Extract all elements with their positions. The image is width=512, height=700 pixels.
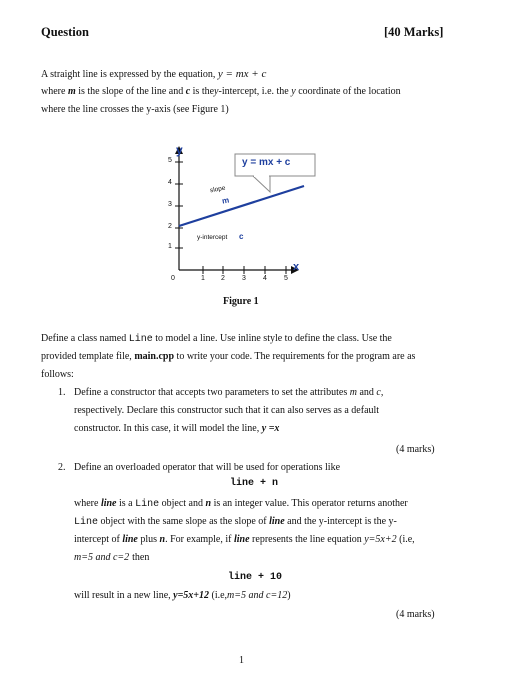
intercept-label: y-intercept	[197, 234, 228, 241]
intro-equation: y = mx + c	[217, 68, 267, 80]
item-1-line-1: Define a constructor that accepts two parameters to set the attributes m and c,	[74, 387, 384, 398]
item-1-line-3: constructor. In this case, it will model the line, y =x	[74, 423, 280, 434]
item-2-line-5: m=5 and c=2 then	[74, 552, 150, 563]
item-2-line-4: intercept of line plus n. For example, if line represents the line equation y=5x+2 (i.e,	[74, 534, 415, 545]
x-tick-label: 5	[284, 275, 288, 282]
x-axis-label: x	[293, 261, 300, 273]
item-2-line-1: Define an overloaded operator that will be used for operations like	[74, 462, 341, 473]
y-tick-label: 1	[168, 243, 172, 250]
y-tick-label: 3	[168, 201, 172, 208]
equation-box-pointer	[253, 176, 270, 192]
item-2-marks: (4 marks)	[396, 609, 435, 620]
page-number: 1	[239, 655, 244, 666]
item-2-number: 2.	[58, 462, 66, 473]
x-tick-label: 4	[263, 275, 267, 282]
item-2-line-3: Line object with the same slope as the slope of line and the y-intercept is the y-	[74, 516, 397, 528]
plotted-line	[179, 186, 304, 226]
intercept-var: c	[239, 232, 244, 241]
intro-line-2: where m is the slope of the line and c is they-intercept, i.e. the y coordinate of the location	[41, 86, 401, 97]
define-line-3: follows:	[41, 369, 74, 380]
x-tick-label: 1	[201, 275, 205, 282]
define-line-1: Define a class named Line to model a line. Use inline style to define the class. Use the	[41, 333, 392, 345]
item-1-number: 1.	[58, 387, 66, 398]
x-tick-label: 3	[242, 275, 246, 282]
define-line-2: provided template file, main.cpp to write your code. The requirements for the program are as	[41, 351, 416, 362]
item-2-code-2: line + 10	[228, 572, 283, 583]
slope-label: slope	[209, 184, 227, 195]
y-axis-label: y	[176, 143, 183, 157]
y-tick-label: 5	[168, 157, 172, 164]
marks-heading: [40 Marks]	[384, 25, 444, 39]
question-heading: Question	[41, 25, 89, 39]
figure-caption: Figure 1	[223, 296, 259, 307]
item-1-line-2: respectively. Declare this constructor such that it can also serves as a default	[74, 405, 380, 416]
y-tick-label: 2	[168, 223, 172, 230]
intro-line-1: A straight line is expressed by the equation, y = mx + c	[41, 68, 267, 80]
origin-label: 0	[171, 275, 175, 282]
slope-var: m	[221, 195, 230, 206]
item-2-line-6: will result in a new line, y=5x+12 (i.e,m=5 and c=12)	[74, 590, 291, 601]
item-2-line-2: where line is a Line object and n is an integer value. This operator returns another	[74, 498, 408, 510]
x-tick-label: 2	[221, 275, 225, 282]
item-1-marks: (4 marks)	[396, 444, 435, 455]
item-2-code-1: line + n	[230, 478, 279, 489]
intro-line-3: where the line crosses the y-axis (see Figure 1)	[41, 104, 229, 115]
y-tick-label: 4	[168, 179, 172, 186]
equation-box-text: y = mx + c	[242, 157, 291, 168]
